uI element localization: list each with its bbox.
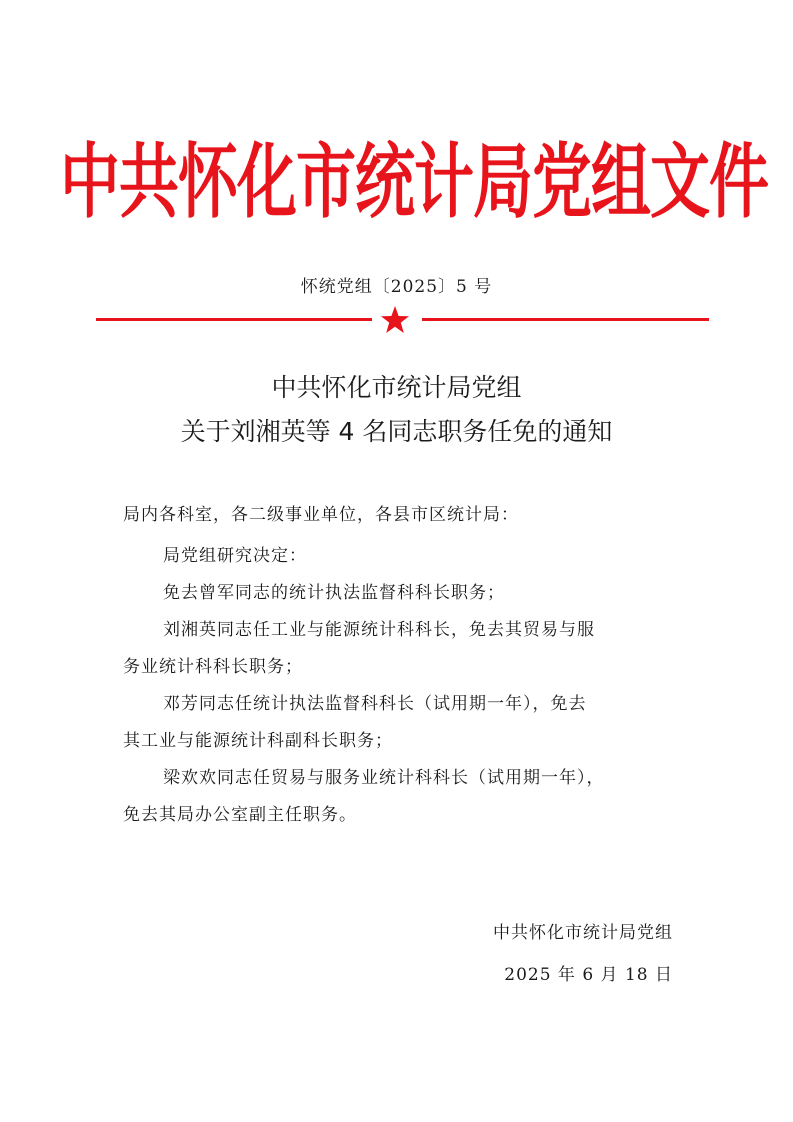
- paragraph-decision: 局党组研究决定：: [163, 546, 307, 566]
- notice-title-line-2: 关于刘湘英等 4 名同志职务任免的通知: [180, 417, 613, 446]
- signature-organization: 中共怀化市统计局党组: [493, 923, 673, 943]
- paragraph-deng-line-2: 其工业与能源统计科副科长职务；: [123, 731, 393, 751]
- paragraph-liu-line-2: 务业统计科科长职务；: [123, 657, 303, 677]
- signature-date: 2025 年 6 月 18 日: [504, 965, 673, 985]
- paragraph-liang-line-2: 免去其局办公室副主任职务。: [123, 805, 357, 825]
- paragraph-removal-zeng: 免去曾军同志的统计执法监督科科长职务；: [163, 583, 505, 603]
- recipients-line: 局内各科室，各二级事业单位，各县市区统计局：: [123, 505, 519, 525]
- red-divider-left: [96, 318, 372, 321]
- star-icon: [380, 306, 410, 334]
- paragraph-deng-line-1: 邓芳同志任统计执法监督科科长（试用期一年），免去: [163, 694, 587, 714]
- document-number: 怀统党组〔2025〕5 号: [300, 277, 493, 297]
- notice-title-line-1: 中共怀化市统计局党组: [271, 373, 522, 402]
- masthead-title: 中共怀化市统计局党组文件: [60, 135, 768, 231]
- red-divider-right: [422, 318, 709, 321]
- paragraph-liang-line-1: 梁欢欢同志任贸易与服务业统计科科长（试用期一年），: [163, 768, 605, 788]
- paragraph-liu-line-1: 刘湘英同志任工业与能源统计科科长，免去其贸易与服: [163, 620, 595, 640]
